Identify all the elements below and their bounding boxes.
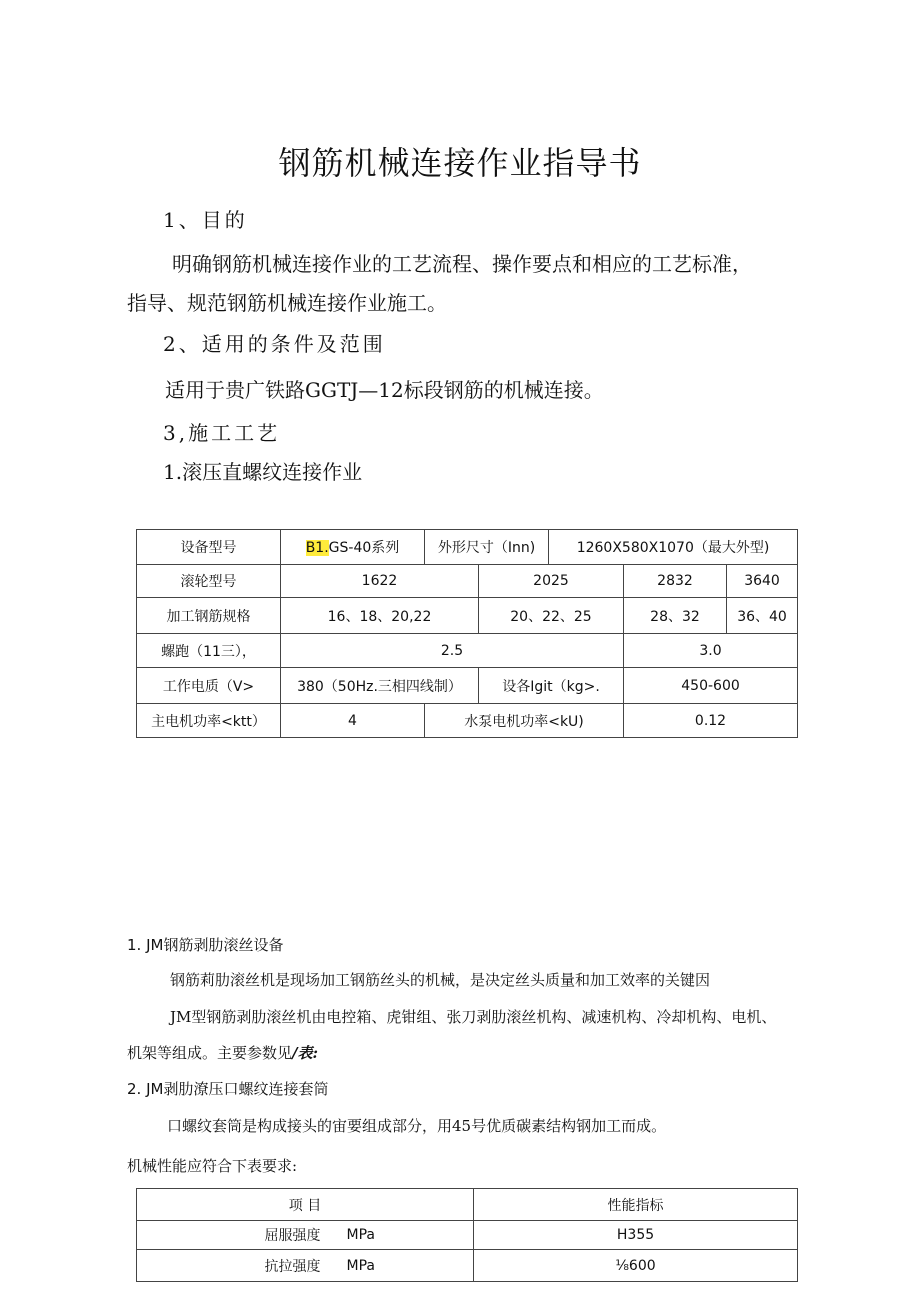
section-2-heading: 2、适用的条件及范围 xyxy=(163,332,386,356)
rebar-3: 28、32 xyxy=(624,598,727,634)
section-1-body-line2: 指导、规范钢筋机械连接作业施工。 xyxy=(127,291,447,315)
spec-row-voltage xyxy=(137,668,798,704)
section-2-body: 适用于贵广铁路GGTJ—12标段钢筋的机械连接。 xyxy=(165,378,604,402)
label-pitch: 螺跑（11三）， xyxy=(137,634,281,668)
jm-item-1: 1. JM钢筋剥肋滚丝设备 xyxy=(127,936,284,954)
spec-row-power xyxy=(137,704,798,738)
jm-item-2: 2. JM剥肋潦压口螺纹连接套筒 xyxy=(127,1080,329,1098)
section-3-sub1: 1.滚压直螺纹连接作业 xyxy=(163,460,363,484)
label-rebar: 加工钢筋规格 xyxy=(137,598,281,634)
performance-table xyxy=(136,1188,798,1282)
rebar-1: 16、18、20,22 xyxy=(281,598,479,634)
spec-row-rebar xyxy=(137,598,798,634)
jm-body-3-text: 机架等组成。主要参数见 xyxy=(127,1044,293,1062)
spec-row-pitch xyxy=(137,634,798,668)
perf-header-row xyxy=(137,1189,798,1221)
perf-name: 屈服强度 xyxy=(137,1221,327,1250)
perf-name: 抗拉强度 xyxy=(137,1250,327,1282)
roller-2832: 2832 xyxy=(624,565,727,598)
spec-row-model xyxy=(137,530,798,565)
roller-1622: 1622 xyxy=(281,565,479,598)
pitch-2: 3.0 xyxy=(624,634,798,668)
label-model: 设备型号 xyxy=(137,530,281,565)
section-3-heading: 3,施工工艺 xyxy=(163,421,281,445)
page-title: 钢筋机械连接作业指导书 xyxy=(278,144,642,182)
model-rest: GS-40系列 xyxy=(328,540,400,556)
jm-item-1-body-3 xyxy=(127,1042,318,1063)
jm-body-3-ref: /表: xyxy=(292,1044,319,1062)
jm-item-1-body-2: JM型钢筋剥肋滚丝机由电控箱、虎钳组、张刀剥肋滚丝机构、减速机构、冷却机构、电机、 xyxy=(170,1008,777,1026)
roller-2025: 2025 xyxy=(479,565,624,598)
spec-row-roller xyxy=(137,565,798,598)
rebar-2: 20、22、25 xyxy=(479,598,624,634)
voltage-value: 380（50Hz.三相四线制） xyxy=(281,668,479,704)
power-value: 4 xyxy=(281,704,425,738)
roller-3640: 3640 xyxy=(727,565,798,598)
perf-unit: MPa xyxy=(327,1250,474,1282)
weight-value: 450-600 xyxy=(624,668,798,704)
perf-value: H355 xyxy=(474,1221,798,1250)
perf-header-index: 性能指标 xyxy=(474,1189,798,1221)
jm-item-2-body: 口螺纹套筒是构成接头的宙要组成部分，用45号优质碳素结构钢加工而成。 xyxy=(167,1117,667,1135)
model-highlight: B1. xyxy=(305,540,329,556)
section-1-body-line1: 明确钢筋机械连接作业的工艺流程、操作要点和相应的工艺标准， xyxy=(172,252,752,276)
pump-value: 0.12 xyxy=(624,704,798,738)
label-size: 外形尺寸（Inn) xyxy=(425,530,549,565)
section-1-heading: 1、目的 xyxy=(163,208,248,232)
label-roller: 滚轮型号 xyxy=(137,565,281,598)
requirement-line: 机械性能应符合下表要求: xyxy=(127,1157,298,1175)
spec-table xyxy=(136,529,798,738)
label-weight: 设各Igit（kg>. xyxy=(479,668,624,704)
perf-value: ⅛600 xyxy=(474,1250,798,1282)
value-size: 1260X580X1070（最大外型) xyxy=(549,530,798,565)
label-voltage: 工作电质（V> xyxy=(137,668,281,704)
label-pump: 水泵电机功率<kU) xyxy=(425,704,624,738)
perf-unit: MPa xyxy=(327,1221,474,1250)
perf-header-item: 项 目 xyxy=(137,1189,474,1221)
jm-item-1-body-1: 钢筋莉肋滚丝机是现场加工钢筋丝头的机械，是决定丝头质量和加工效率的关键因 xyxy=(170,971,711,989)
pitch-1: 2.5 xyxy=(281,634,624,668)
perf-row xyxy=(137,1221,798,1250)
value-model xyxy=(281,530,425,565)
perf-row xyxy=(137,1250,798,1282)
label-power: 主电机功率<ktt） xyxy=(137,704,281,738)
rebar-4: 36、40 xyxy=(727,598,798,634)
